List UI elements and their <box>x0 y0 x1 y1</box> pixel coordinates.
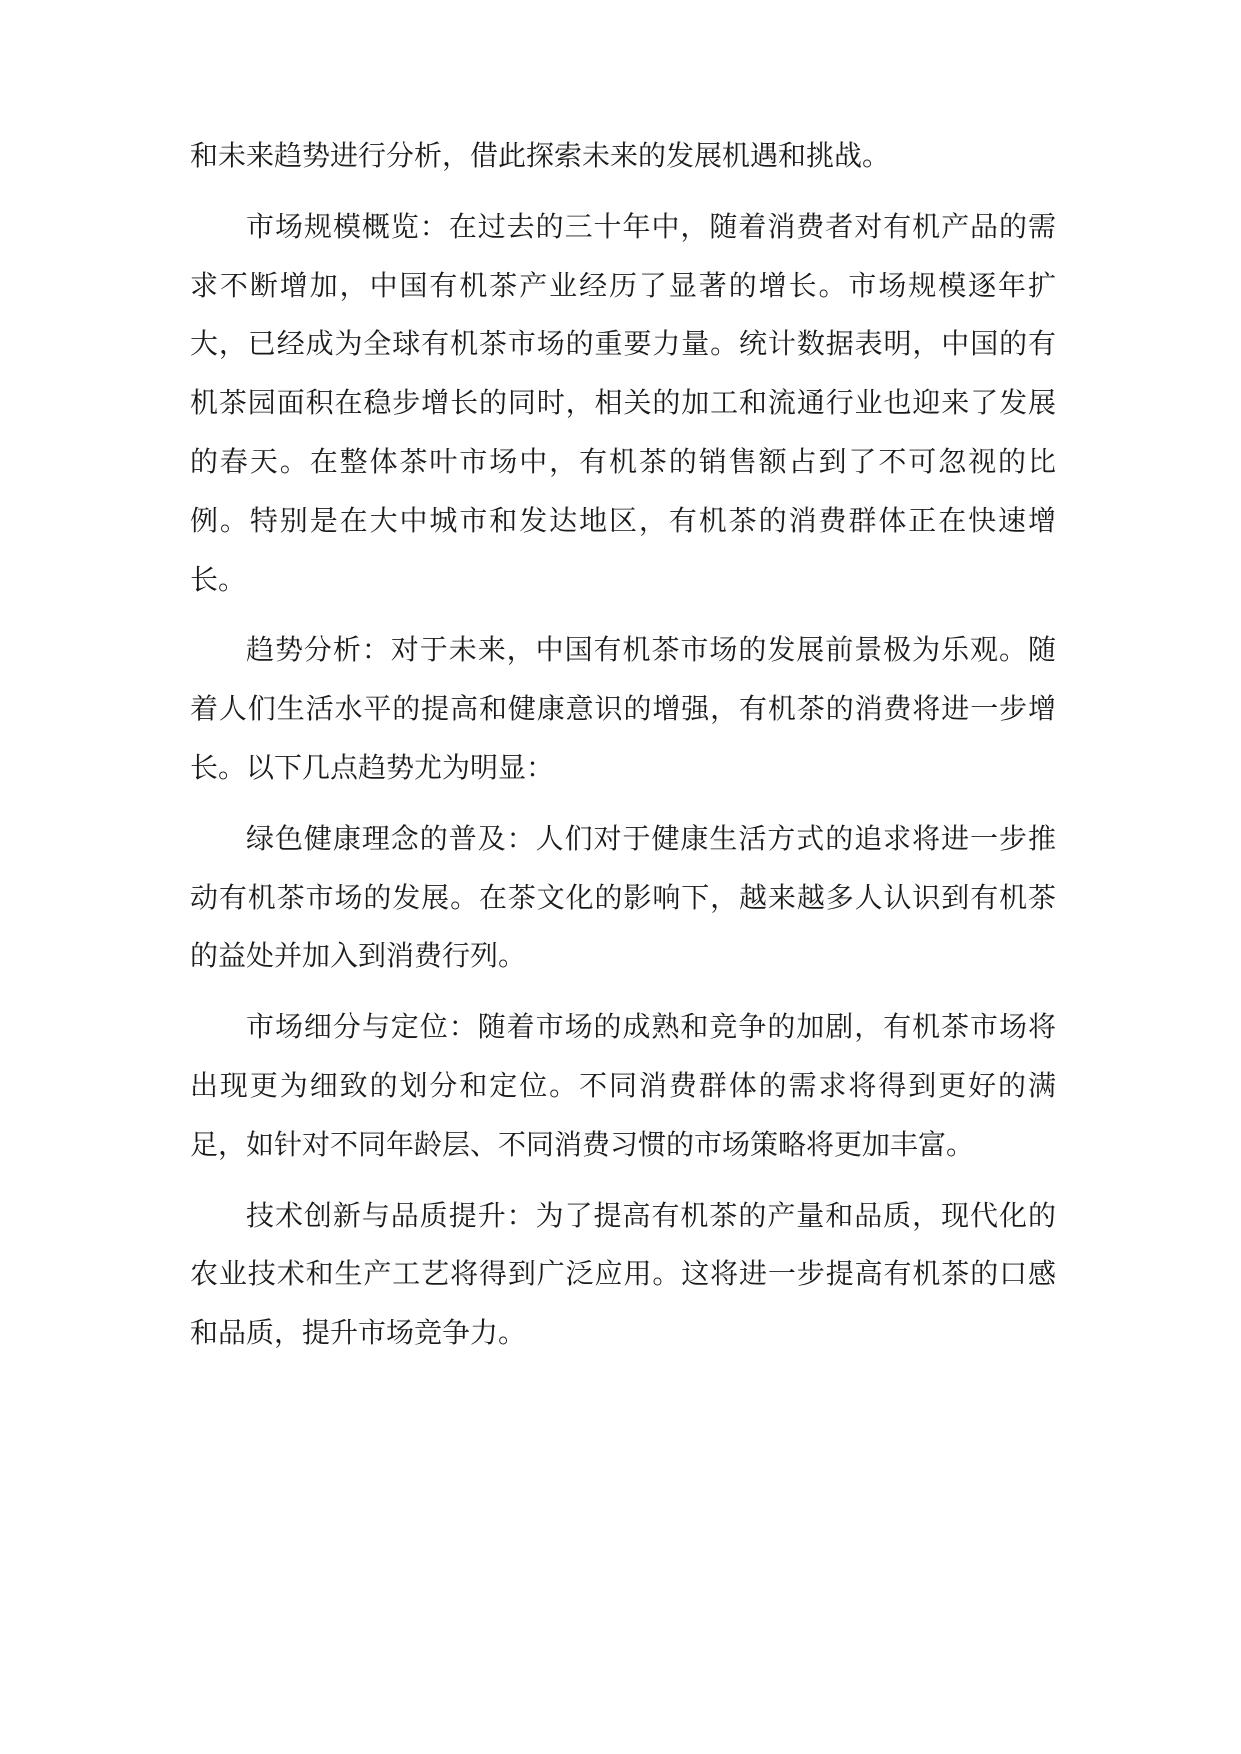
paragraph-market-segmentation: 市场细分与定位：随着市场的成熟和竞争的加剧，有机茶市场将出现更为细致的划分和定位。不同消费群体的需求将得到更好的满足，如针对不同年龄层、不同消费习惯的市场策略将更加丰富。 <box>190 1010 1056 1161</box>
paragraph-market-size: 市场规模概览：在过去的三十年中，随着消费者对有机产品的需求不断增加，中国有机茶产业经历了显著的增长。市场规模逐年扩大，已经成为全球有机茶市场的重要力量。统计数据表明，中国的有机茶园面积在稳步增长的同时，相关的加工和流通行业也迎来了发展的春天。在整体茶叶市场中，有机茶的销售额占到了不可忽视的比例。特别是在大中城市和发达地区，有机茶的消费群体正在快速增长。 <box>190 209 1056 596</box>
body-text <box>190 127 1056 1375</box>
paragraph-trend-analysis: 趋势分析：对于未来，中国有机茶市场的发展前景极为乐观。随着人们生活水平的提高和健康意识的增强，有机茶的消费将进一步增长。以下几点趋势尤为明显： <box>190 633 1056 784</box>
paragraph-green-health: 绿色健康理念的普及：人们对于健康生活方式的追求将进一步推动有机茶市场的发展。在茶文化的影响下，越来越多人认识到有机茶的益处并加入到消费行列。 <box>190 821 1056 973</box>
paragraph-continuation: 和未来趋势进行分析，借此探索未来的发展机遇和挑战。 <box>190 139 891 172</box>
paragraph-tech-innovation: 技术创新与品质提升：为了提高有机茶的产量和品质，现代化的农业技术和生产工艺将得到广泛应用。这将进一步提高有机茶的口感和品质，提升市场竞争力。 <box>190 1198 1056 1350</box>
